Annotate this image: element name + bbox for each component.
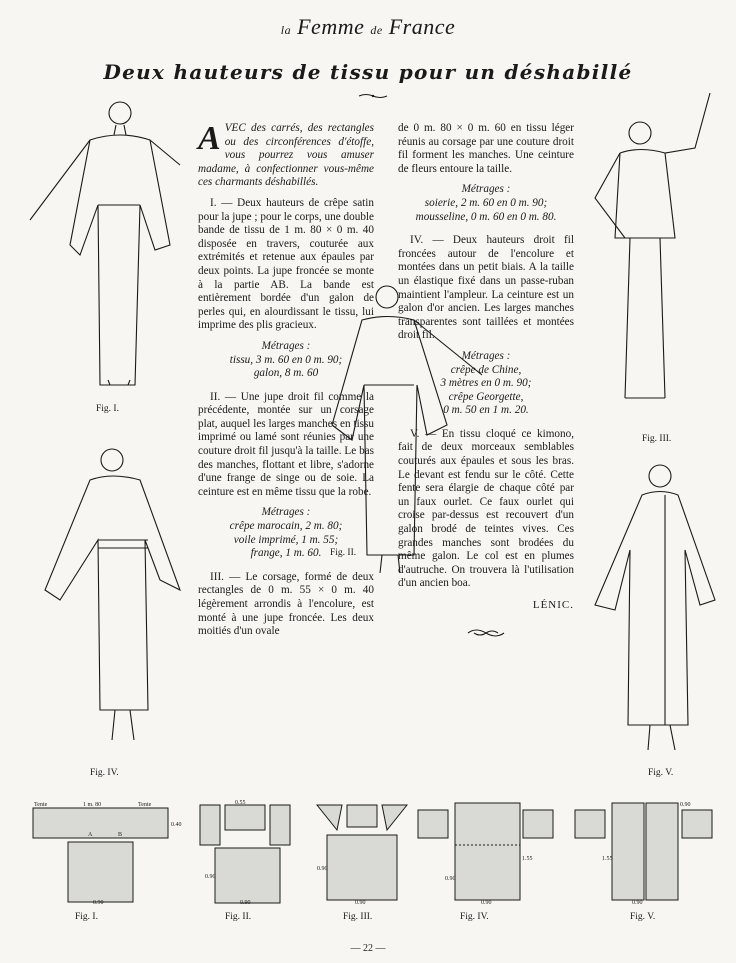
pattern-2-side: 0.90 [205, 874, 216, 880]
metrages-3 [398, 183, 574, 224]
pattern-1-side: 0.40 [171, 822, 182, 828]
pattern-5-top: 0.90 [680, 802, 691, 808]
pattern-4-bottom: 0.90 [481, 900, 492, 906]
pattern-2 [195, 800, 295, 905]
pattern-1-mark-b: B [118, 832, 123, 838]
masthead-prefix: la [280, 23, 292, 37]
paragraph-4: IV. — Deux hauteurs droit fil froncées autour de l'encolure et montées dans un petit biais. A la taille un élastique fixé dans un passe-ruban maintient l'ampleur. La ceinture est un galon d'or ancien. Les larges manches transparentes sont taillées et montées droit fil. [398, 234, 574, 342]
paragraph-3: III. — Le corsage, formé de deux rectangles de 0 m. 55 × 0 m. 40 légèrement arrondis à l'encolure, est monté à une jupe froncée. Les deux moitiés d'un ovale [198, 570, 374, 638]
metrages-2-line1: crêpe marocain, 2 m. 80; [229, 520, 343, 533]
paragraph-5: V. — En tissu cloqué ce kimono, fait de deux morceaux semblables couturés aux épaules et sous les bras. Le devant est fendu sur le côté. Cette fente sera élargie de chaque côté par un faux ourlet. Ce faux ourlet qui croise par-dessus est recouvert d'un galon brodé de teintes vives. Ces grandes manches sont brodées du même galon. Le col est en plumes d'autruche. On trouvera là l'utilisation d'un ancien boa. [398, 427, 574, 590]
figure-4-illustration [30, 440, 190, 750]
pattern-3-side: 0.90 [317, 866, 328, 872]
metrages-2-head: Métrages : [261, 506, 311, 519]
pattern-4-side1: 0.90 [445, 876, 456, 882]
pattern-1-mark-a: A [88, 832, 93, 838]
masthead-name1: Femme [297, 14, 365, 39]
metrages-4-line4: 0 m. 50 en 1 m. 20. [443, 404, 529, 417]
end-ornament [466, 627, 506, 639]
figure-4-label: Fig. IV. [90, 768, 119, 778]
pattern-1-bottom: 0.90 [93, 900, 104, 906]
paragraph-3-cont: de 0 m. 80 × 0 m. 60 en tissu léger réunis au corsage par une couture droit fil forment les manches. Une ceinture de fleurs entoure la taille. [398, 122, 574, 175]
pattern-2-label: Fig. II. [225, 912, 252, 922]
pattern-5-side: 1.55 [602, 856, 613, 862]
metrages-4-line1: crêpe de Chine, [450, 363, 522, 376]
metrages-3-line1: soierie, 2 m. 60 en 0 m. 90; [424, 196, 548, 209]
pattern-2-top: 0.55 [235, 800, 246, 806]
pattern-3 [312, 800, 412, 905]
pattern-1-t1: Tente [34, 802, 48, 808]
metrages-2-line3: frange, 1 m. 60. [250, 547, 322, 560]
pattern-1 [28, 800, 182, 906]
pattern-1-top: 1 m. 80 [83, 802, 102, 808]
pattern-3-label: Fig. III. [343, 912, 373, 922]
pattern-3-bottom: 0.90 [355, 900, 366, 906]
page-number: — 22 — [350, 943, 386, 954]
metrages-4-line3: crêpe Georgette, [448, 390, 524, 403]
dropcap: A [198, 120, 221, 157]
figure-1-illustration [20, 95, 190, 395]
metrages-2-line2: voile imprimé, 1 m. 55; [233, 533, 339, 546]
pattern-1-label: Fig. I. [75, 912, 98, 922]
pattern-4 [415, 800, 560, 905]
figure-5-illustration [580, 460, 720, 760]
metrages-1-head: Métrages : [261, 339, 311, 352]
metrages-3-line2: mousseline, 0 m. 60 en 0 m. 80. [415, 210, 557, 223]
signature: LÉNIC. [532, 599, 574, 611]
article-title: Deux hauteurs de tissu pour un déshabillé [103, 60, 633, 84]
title-ornament [358, 93, 388, 99]
pattern-2-bottom: 0.90 [240, 900, 251, 906]
masthead [0, 14, 736, 40]
pattern-5-bottom: 0.90 [632, 900, 643, 906]
metrages-4-head: Métrages : [461, 349, 511, 362]
figure-5-label: Fig. V. [648, 768, 674, 778]
figure-3-illustration [585, 88, 725, 418]
masthead-name2: France [388, 14, 456, 39]
pattern-1-t2: Tente [138, 802, 152, 808]
figure-2-label: Fig. II. [330, 548, 357, 558]
figure-2-illustration [322, 275, 492, 580]
paragraph-1: I. — Deux hauteurs de crêpe satin pour la jupe ; pour le corps, une double bande de tissu de 1 m. 80 × 0 m. 40 disposée en travers, couturée aux extrémités et retenue aux épaules par deux points. La jupe froncée se monte à la partie AB. La bande est entièrement bordée d'un galon de perles qui, en alourdissant le tissu, lui imprime des plis gracieux. [198, 196, 374, 332]
pattern-4-side2: 1.55 [522, 856, 533, 862]
paragraph-2: II. — Une jupe droit fil comme la précédente, montée sur un corsage plat, auquel les larges manches en tissu imprimé ou lamé sont réunies par une couture droit fil jusqu'à la taille. Le bas des manches, flottant et libre, s'adorne d'une frange de singe ou de soie. La ceinture est en même tissu que la robe. [198, 390, 374, 498]
metrages-1-line2: galon, 8 m. 60 [253, 367, 319, 380]
figure-3-label: Fig. III. [642, 434, 672, 444]
figure-1-label: Fig. I. [96, 404, 119, 414]
metrages-3-head: Métrages : [461, 183, 511, 196]
masthead-mid: de [370, 23, 383, 37]
pattern-4-label: Fig. IV. [460, 912, 489, 922]
metrages-1-line1: tissu, 3 m. 60 en 0 m. 90; [229, 353, 343, 366]
intro-paragraph [198, 122, 374, 190]
intro-text: VEC des carrés, des rectangles ou des circonférences d'étoffe, vous pourrez vous amuser madame, à confectionner vous-même ces charmants déshabillés. [198, 122, 374, 189]
metrages-4-line2: 3 mètres en 0 m. 90; [440, 377, 532, 390]
pattern-5 [572, 800, 717, 905]
pattern-5-label: Fig. V. [630, 912, 656, 922]
